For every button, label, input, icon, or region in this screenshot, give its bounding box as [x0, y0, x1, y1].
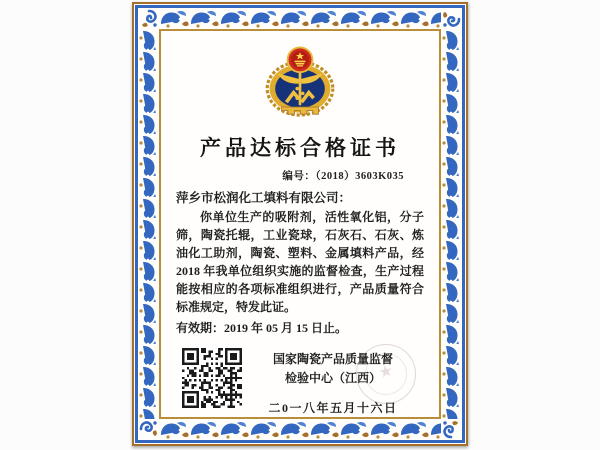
qr-code	[182, 348, 242, 408]
certificate-content	[163, 33, 437, 415]
certificate-inner-frame	[159, 29, 441, 419]
ornament-strip-left	[138, 29, 159, 419]
certificate	[132, 2, 468, 446]
company-name: 萍乡市松润化工填料有限公司：	[176, 191, 352, 205]
ornament-corner-icon	[441, 8, 462, 29]
issue-date: 二0一八年五月十六日	[268, 401, 398, 416]
ornament-strip-bottom	[159, 419, 441, 440]
issuer-line1: 国家陶瓷产品质量监督	[272, 352, 393, 366]
issuer-block	[242, 348, 424, 418]
certificate-body-text: 你单位生产的吸附剂，活性氧化铝，分子筛，陶瓷托辊，工业瓷球，石灰石、石灰、炼油化工助剂，陶瓷、塑料、金属填料产品，经 2018 年我单位组织实施的监督检查，生产过程能按相应的各项标准组织进行，产品质量符合标准规定，特发此证。	[176, 210, 424, 314]
quality-supervision-emblem-icon	[259, 43, 341, 123]
issuer-line2: 检验中心（江西）	[284, 370, 381, 385]
certificate-ornament-band	[138, 8, 462, 440]
ornament-corner-icon	[441, 419, 462, 440]
validity-line: 有效期：2019 年 05 月 15 日止。	[176, 321, 348, 335]
certificate-blue-border	[135, 5, 465, 443]
ornament-strip-right	[441, 29, 462, 419]
ornament-corner-icon	[138, 8, 159, 29]
certificate-title: 产品达标合格证书	[200, 136, 400, 160]
certificate-number: 编号：（2018）3603K035	[282, 171, 404, 182]
certificate-footer	[176, 348, 424, 418]
ornament-strip-top	[159, 8, 441, 29]
ornament-corner-icon	[138, 419, 159, 440]
